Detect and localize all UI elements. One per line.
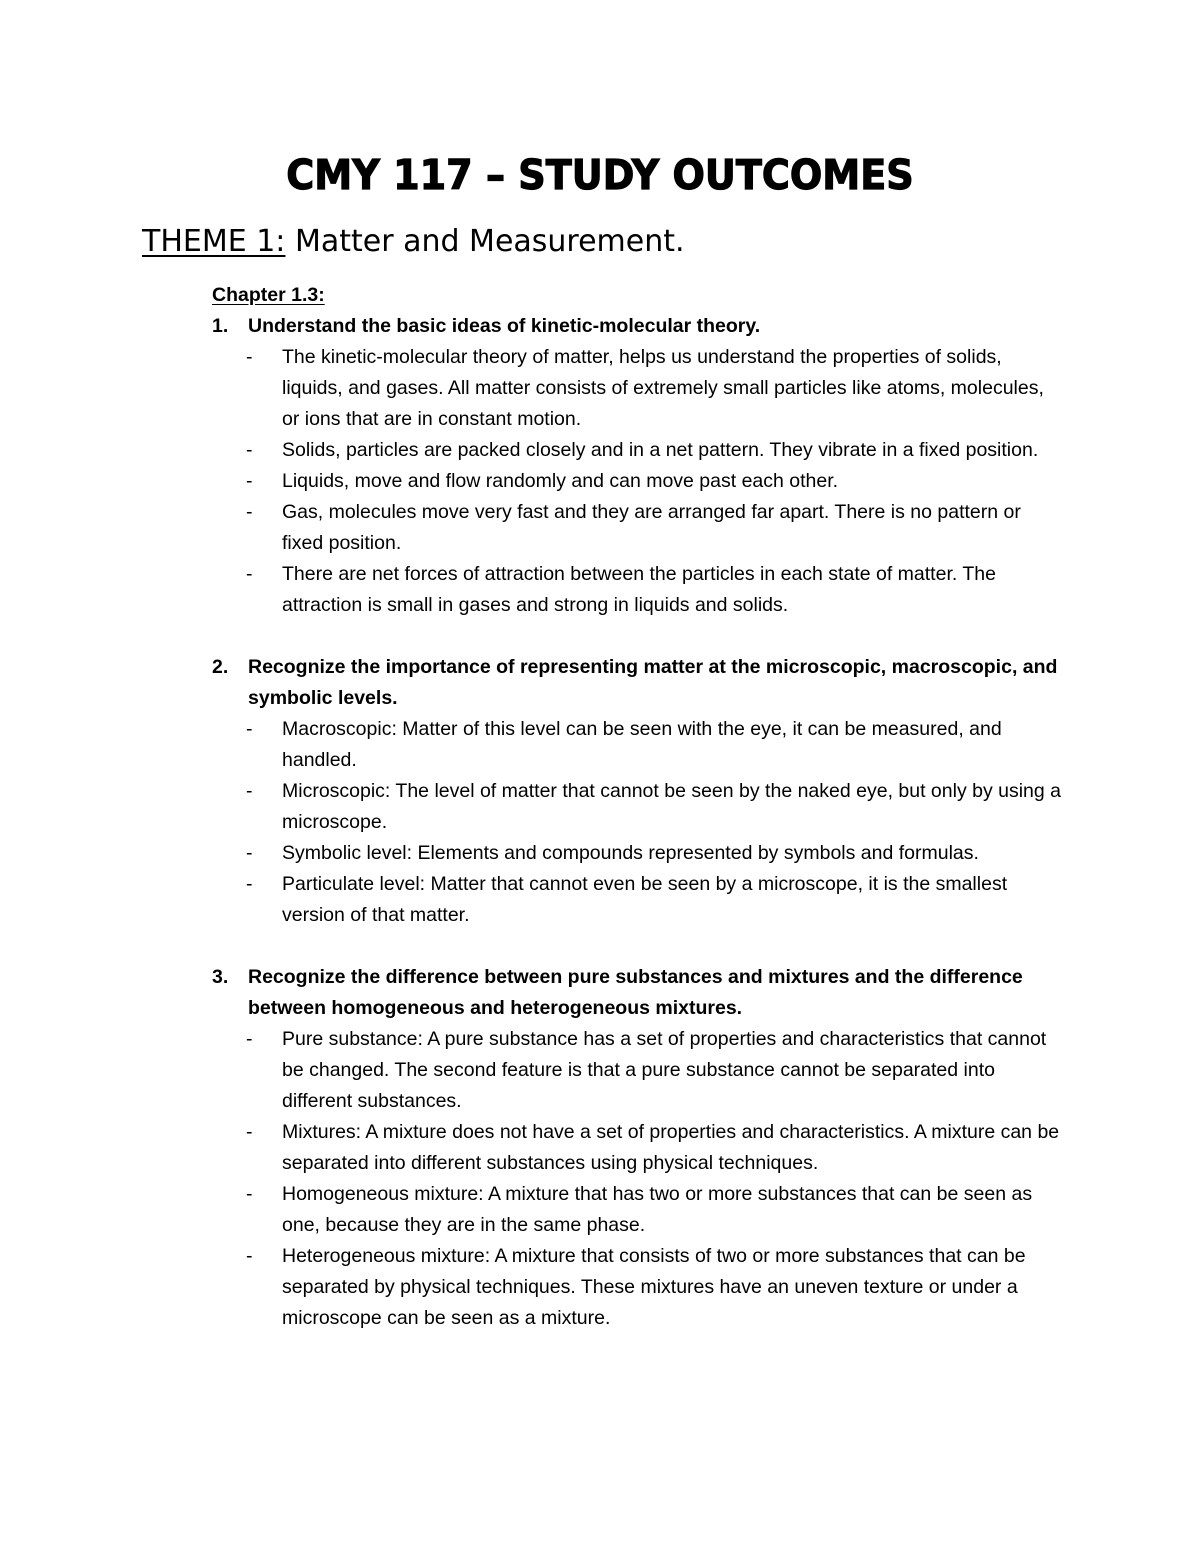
outcome-number: 3.	[212, 966, 229, 988]
bullet-dash: -	[246, 780, 253, 802]
point-text: The kinetic-molecular theory of matter, helps us understand the properties of solids, liquids, and gases. All matter consists of extremely small particles like atoms, molecules, or ions that are in constant motion.	[282, 346, 1044, 430]
point-text: Mixtures: A mixture does not have a set of properties and characteristics. A mixture can be separated into different substances using physical techniques.	[282, 1121, 1060, 1174]
outcome-text: Recognize the importance of representing matter at the microscopic, macroscopic, and symbolic levels.	[248, 656, 1058, 709]
theme-text: Matter and Measurement.	[285, 224, 685, 259]
point-item	[212, 776, 1062, 838]
bullet-dash: -	[246, 718, 253, 740]
outcome-points	[212, 342, 1062, 621]
point-item	[212, 1241, 1062, 1334]
outcome-title	[212, 311, 1062, 342]
theme-heading	[142, 222, 685, 262]
bullet-dash: -	[246, 1183, 253, 1205]
bullet-dash: -	[246, 346, 253, 368]
point-text: There are net forces of attraction between the particles in each state of matter. The attraction is small in gases and strong in liquids and solids.	[282, 563, 996, 616]
bullet-dash: -	[246, 1121, 253, 1143]
bullet-dash: -	[246, 470, 253, 492]
point-text: Homogeneous mixture: A mixture that has two or more substances that can be seen as one, because they are in the same phase.	[282, 1183, 1033, 1236]
point-item	[212, 1179, 1062, 1241]
outcome-item	[212, 652, 1062, 931]
outcome-text: Understand the basic ideas of kinetic-molecular theory.	[248, 315, 761, 337]
outcome-item	[212, 311, 1062, 621]
point-item	[212, 838, 1062, 869]
point-text: Liquids, move and flow randomly and can move past each other.	[282, 470, 839, 492]
point-item	[212, 435, 1062, 466]
point-item	[212, 342, 1062, 435]
point-item	[212, 559, 1062, 621]
point-text: Particulate level: Matter that cannot even be seen by a microscope, it is the smallest version of that matter.	[282, 873, 1008, 926]
point-text: Solids, particles are packed closely and in a net pattern. They vibrate in a fixed position.	[282, 439, 1039, 461]
theme-label: THEME 1:	[142, 224, 286, 259]
bullet-dash: -	[246, 873, 253, 895]
bullet-dash: -	[246, 1028, 253, 1050]
point-item	[212, 497, 1062, 559]
bullet-dash: -	[246, 439, 253, 461]
document-title: CMY 117 – STUDY OUTCOMES	[286, 151, 914, 199]
point-item	[212, 1117, 1062, 1179]
point-item	[212, 714, 1062, 776]
point-text: Macroscopic: Matter of this level can be seen with the eye, it can be measured, and handled.	[282, 718, 1002, 771]
bullet-dash: -	[246, 1245, 253, 1267]
point-text: Symbolic level: Elements and compounds represented by symbols and formulas.	[282, 842, 979, 864]
bullet-dash: -	[246, 501, 253, 523]
outcome-number: 1.	[212, 315, 229, 337]
point-text: Gas, molecules move very fast and they are arranged far apart. There is no pattern or fixed position.	[282, 501, 1021, 554]
outcome-text: Recognize the difference between pure substances and mixtures and the difference between homogeneous and heterogeneous mixtures.	[248, 966, 1023, 1019]
chapter-heading: Chapter 1.3:	[212, 284, 325, 306]
point-item	[212, 1024, 1062, 1117]
bullet-dash: -	[246, 563, 253, 585]
outcome-title	[212, 962, 1062, 1024]
point-item	[212, 869, 1062, 931]
outcomes-content	[212, 280, 1062, 1334]
point-item	[212, 466, 1062, 497]
bullet-dash: -	[246, 842, 253, 864]
outcome-item	[212, 962, 1062, 1334]
outcome-points	[212, 1024, 1062, 1334]
outcome-title	[212, 652, 1062, 714]
point-text: Heterogeneous mixture: A mixture that consists of two or more substances that can be separated by physical techniques. These mixtures have an uneven texture or under a microscope can be seen as a mixture.	[282, 1245, 1026, 1329]
point-text: Microscopic: The level of matter that cannot be seen by the naked eye, but only by using a microscope.	[282, 780, 1062, 833]
outcome-number: 2.	[212, 656, 229, 678]
point-text: Pure substance: A pure substance has a set of properties and characteristics that cannot be changed. The second feature is that a pure substance cannot be separated into different substances.	[282, 1028, 1047, 1112]
outcome-points	[212, 714, 1062, 931]
